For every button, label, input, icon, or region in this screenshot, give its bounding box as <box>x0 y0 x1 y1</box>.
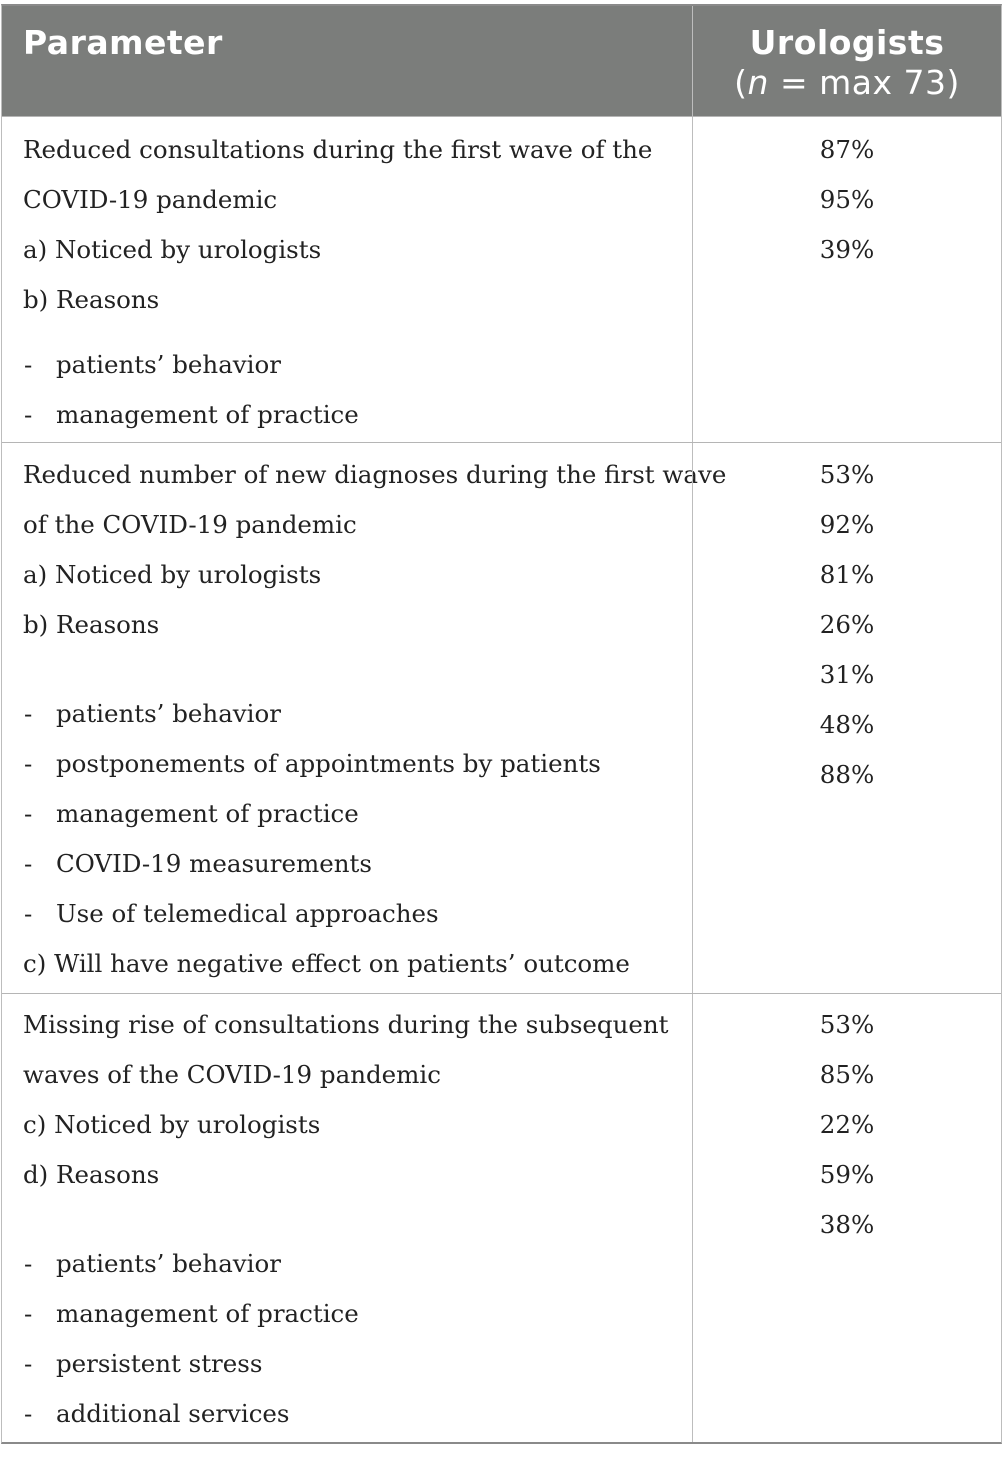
bullet-text: management of practice <box>56 799 359 828</box>
row-3-value-2: 85% <box>819 1060 875 1089</box>
row-2-value-5: 31% <box>819 660 875 689</box>
table-header <box>2 6 1001 116</box>
bullet-dash: - <box>24 350 33 379</box>
row-1-values <box>692 117 1001 442</box>
row-3-line-4: d) Reasons <box>23 1160 160 1189</box>
bullet-dash: - <box>24 1299 33 1328</box>
row-3-line-1: Missing rise of consultations during the subsequent <box>23 1010 669 1039</box>
header-urologists <box>692 6 1001 116</box>
bullet-text: patients’ behavior <box>56 350 281 379</box>
bullet-dash: - <box>24 899 33 928</box>
table-row-1 <box>2 116 1001 442</box>
row-2-line-3: a) Noticed by urologists <box>23 560 322 589</box>
row-3-values <box>692 994 1001 1442</box>
row-3-value-1: 53% <box>819 1010 875 1039</box>
row-1-value-1: 87% <box>819 135 875 164</box>
row-1-line-1: Reduced consultations during the first wave of the <box>23 135 653 164</box>
bullet-dash: - <box>24 749 33 778</box>
bullet-text: COVID-19 measurements <box>56 849 372 878</box>
bullet-dash: - <box>24 400 33 429</box>
row-3-bullet-2 <box>24 1299 359 1329</box>
row-2-line-1: Reduced number of new diagnoses during the first wave <box>23 460 727 489</box>
bullet-text: management of practice <box>56 1299 359 1328</box>
row-2-value-3: 81% <box>819 560 875 589</box>
bullet-text: additional services <box>56 1399 290 1428</box>
row-2-bullet-3 <box>24 799 359 829</box>
bullet-dash: - <box>24 699 33 728</box>
row-1-line-2: COVID-19 pandemic <box>23 185 278 214</box>
table-row-3 <box>2 993 1001 1442</box>
row-2-value-6: 48% <box>819 710 875 739</box>
row-3-line-3: c) Noticed by urologists <box>23 1110 321 1139</box>
header-urologists-title: Urologists <box>749 23 945 62</box>
header-parameter: Parameter <box>23 23 223 62</box>
row-1-line-3: a) Noticed by urologists <box>23 235 322 264</box>
table-row-2 <box>2 442 1001 993</box>
row-3-line-2: waves of the COVID-19 pandemic <box>23 1060 441 1089</box>
row-2-bullet-5 <box>24 899 439 929</box>
bullet-text: management of practice <box>56 400 359 429</box>
row-1-bullet-2 <box>24 400 359 430</box>
row-1-parameter <box>2 117 692 442</box>
paren-open: ( <box>734 63 748 102</box>
sample-size-text: = max 73) <box>768 63 960 102</box>
results-table <box>1 4 1002 1444</box>
row-3-value-4: 59% <box>819 1160 875 1189</box>
bullet-dash: - <box>24 799 33 828</box>
row-1-value-2: 95% <box>819 185 875 214</box>
header-sample-size <box>693 63 1001 103</box>
row-3-bullet-4 <box>24 1399 290 1429</box>
bullet-dash: - <box>24 849 33 878</box>
bullet-text: patients’ behavior <box>56 699 281 728</box>
bullet-text: Use of telemedical approaches <box>56 899 439 928</box>
row-2-footer-line: c) Will have negative effect on patients’ outcome <box>23 949 630 978</box>
row-2-line-4: b) Reasons <box>23 610 160 639</box>
bullet-dash: - <box>24 1249 33 1278</box>
row-2-value-4: 26% <box>819 610 875 639</box>
row-2-value-2: 92% <box>819 510 875 539</box>
row-3-value-3: 22% <box>819 1110 875 1139</box>
row-2-bullet-4 <box>24 849 372 879</box>
row-3-value-5: 38% <box>819 1210 875 1239</box>
n-symbol: n <box>747 63 769 102</box>
bullet-dash: - <box>24 1399 33 1428</box>
row-1-value-3: 39% <box>819 235 875 264</box>
row-3-bullet-1 <box>24 1249 281 1279</box>
row-1-bullet-1 <box>24 350 281 380</box>
bullet-text: postponements of appointments by patients <box>56 749 601 778</box>
row-2-values <box>692 443 1001 993</box>
row-2-line-2: of the COVID-19 pandemic <box>23 510 357 539</box>
row-1-line-4: b) Reasons <box>23 285 160 314</box>
row-3-bullet-3 <box>24 1349 262 1379</box>
bullet-text: persistent stress <box>56 1349 263 1378</box>
row-2-parameter <box>2 443 727 993</box>
bullet-dash: - <box>24 1349 33 1378</box>
row-3-parameter <box>2 994 692 1442</box>
row-2-bullet-1 <box>24 699 281 729</box>
bullet-text: patients’ behavior <box>56 1249 281 1278</box>
row-2-value-1: 53% <box>819 460 875 489</box>
row-2-value-7: 88% <box>819 760 875 789</box>
row-2-bullet-2 <box>24 749 601 779</box>
